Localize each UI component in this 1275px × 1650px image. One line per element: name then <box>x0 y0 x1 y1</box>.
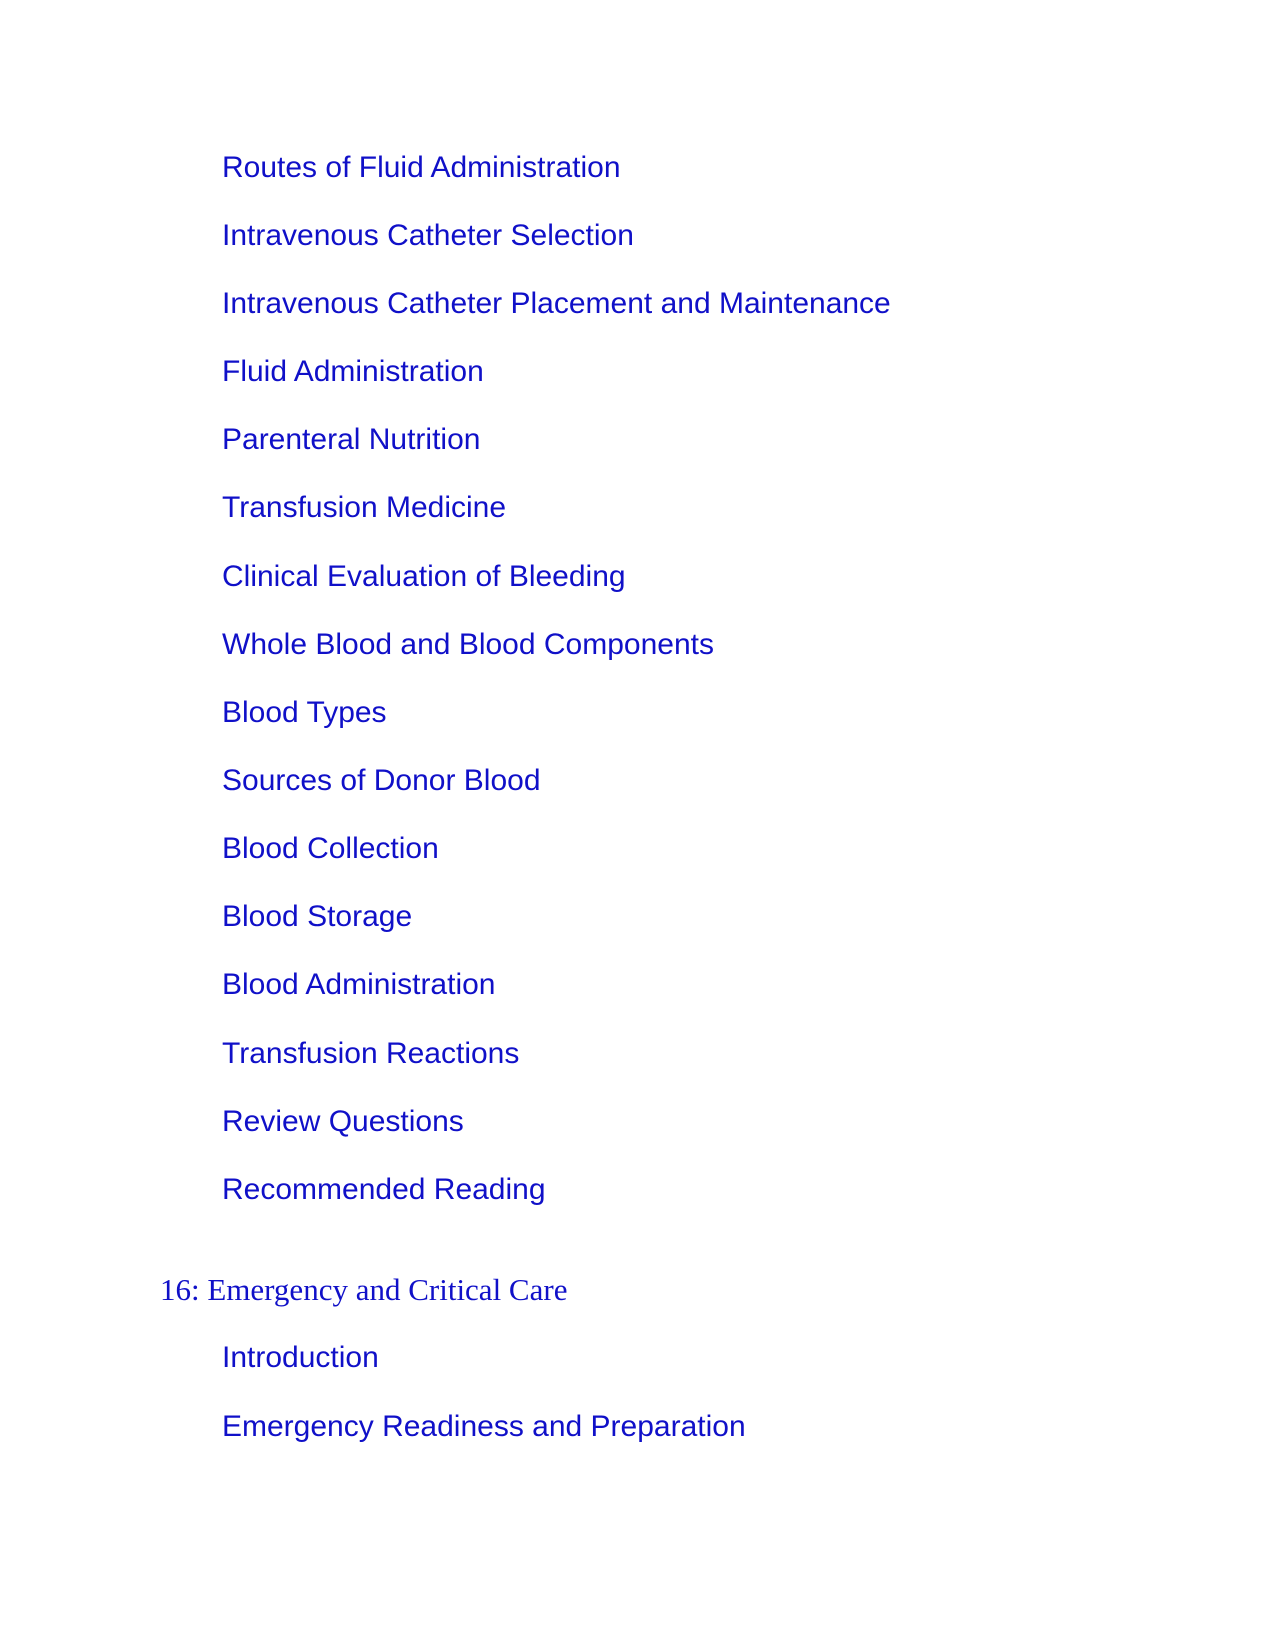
toc-link-blood-administration[interactable]: Blood Administration <box>222 968 496 1001</box>
toc-link-clinical-evaluation-of-bleeding[interactable]: Clinical Evaluation of Bleeding <box>222 560 626 593</box>
toc-link-blood-collection[interactable]: Blood Collection <box>222 832 439 865</box>
toc-link-transfusion-medicine[interactable]: Transfusion Medicine <box>222 491 507 524</box>
toc-link-blood-types[interactable]: Blood Types <box>222 696 387 729</box>
chapter-heading-16[interactable]: 16: Emergency and Critical Care <box>160 1272 568 1307</box>
toc-link-blood-storage[interactable]: Blood Storage <box>222 900 413 933</box>
toc-link-intravenous-catheter-selection[interactable]: Intravenous Catheter Selection <box>222 219 634 252</box>
toc-link-transfusion-reactions[interactable]: Transfusion Reactions <box>222 1037 520 1070</box>
toc-link-emergency-readiness[interactable]: Emergency Readiness and Preparation <box>222 1410 746 1443</box>
toc-link-parenteral-nutrition[interactable]: Parenteral Nutrition <box>222 423 481 456</box>
toc-link-introduction[interactable]: Introduction <box>222 1341 379 1374</box>
toc-link-whole-blood-and-components[interactable]: Whole Blood and Blood Components <box>222 628 714 661</box>
toc-link-intravenous-catheter-placement[interactable]: Intravenous Catheter Placement and Maintenance <box>222 287 891 320</box>
toc-link-review-questions[interactable]: Review Questions <box>222 1105 464 1138</box>
toc-link-sources-of-donor-blood[interactable]: Sources of Donor Blood <box>222 764 541 797</box>
toc-link-fluid-administration[interactable]: Fluid Administration <box>222 355 484 388</box>
toc-link-recommended-reading[interactable]: Recommended Reading <box>222 1173 546 1206</box>
toc-link-routes-of-fluid-administration[interactable]: Routes of Fluid Administration <box>222 151 621 184</box>
